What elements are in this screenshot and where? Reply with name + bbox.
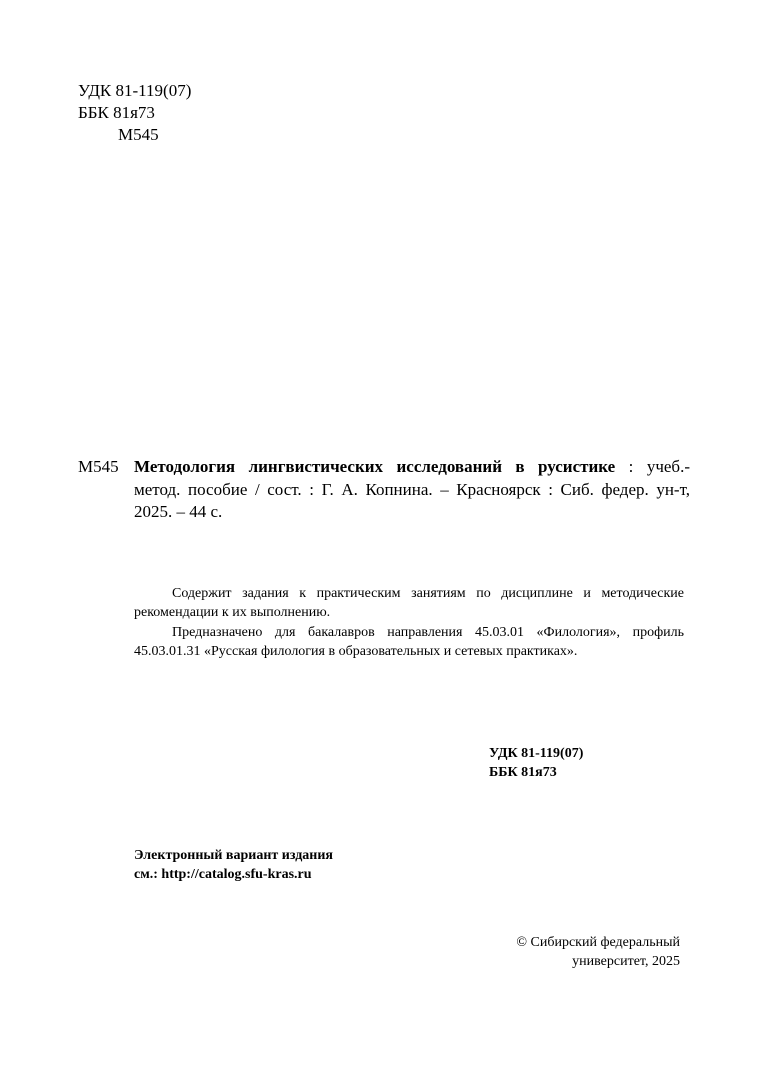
- annotation-line-1: Содержит задания к практическим занятиям по дисциплине и методические: [172, 586, 684, 601]
- bibliographic-line-1: [134, 456, 690, 478]
- annotation-line-4: 45.03.01.31 «Русская филология в образовательных и сетевых практиках».: [134, 644, 578, 659]
- bbk-code: ББК 81я73: [78, 103, 155, 122]
- author-code: М545: [118, 125, 159, 144]
- bibliographic-code: М545: [78, 457, 119, 476]
- electronic-version-label: Электронный вариант издания: [134, 848, 333, 863]
- bibliographic-line-3: 2025. – 44 с.: [134, 502, 223, 521]
- copyright-line-2: университет, 2025: [572, 954, 680, 969]
- footer-udk-code: УДК 81-119(07): [489, 746, 584, 761]
- udk-code: УДК 81-119(07): [78, 81, 192, 100]
- book-title: Методология лингвистических исследований в русистике: [134, 457, 616, 476]
- annotation-line-3: Предназначено для бакалавров направления 45.03.01 «Филология», профиль: [172, 625, 684, 640]
- annotation-line-2: рекомендации к их выполнению.: [134, 605, 331, 620]
- electronic-version-link: см.: http://catalog.sfu-kras.ru: [134, 867, 312, 882]
- footer-bbk-code: ББК 81я73: [489, 765, 557, 780]
- bibliographic-line-2: метод. пособие / сост. : Г. А. Копнина. – Красноярск : Сиб. федер. ун-т,: [134, 480, 690, 499]
- copyright-line-1: © Сибирский федеральный: [516, 935, 680, 950]
- bibliographic-line-1-rest: : учеб.-: [615, 457, 690, 476]
